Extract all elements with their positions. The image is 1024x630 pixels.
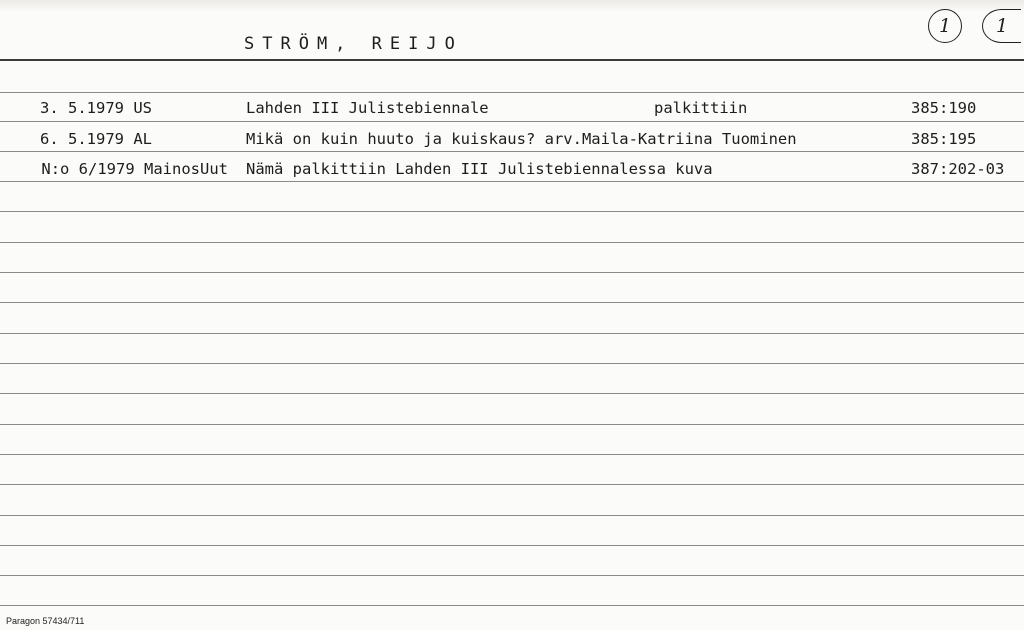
card-top-edge: [0, 0, 1024, 12]
ruled-line: [0, 272, 1024, 273]
ruled-line: [0, 424, 1024, 425]
entry-code: 385:195: [911, 130, 977, 148]
ruled-line: [0, 545, 1024, 546]
handwritten-mark-2: 1: [982, 9, 1021, 43]
ruled-line: [0, 302, 1024, 303]
entry-title: Nämä palkittiin Lahden III Julistebiennalessa kuva: [246, 160, 713, 178]
heading-rule: [0, 59, 1024, 61]
printer-imprint: Paragon 57434/711: [6, 616, 85, 626]
entry-note: palkittiin: [654, 99, 748, 117]
ruled-line: [0, 363, 1024, 364]
ruled-line: [0, 575, 1024, 576]
entry-title: Mikä on kuin huuto ja kuiskaus? arv.Maila-Katriina Tuominen: [246, 130, 797, 148]
entry-title: Lahden III Julistebiennale: [246, 99, 489, 117]
entry-code: 387:202-03: [911, 160, 1005, 178]
ruled-line: [0, 454, 1024, 455]
ruled-line: [0, 333, 1024, 334]
handwritten-mark-1: 1: [928, 9, 962, 43]
ruled-line: [0, 121, 1024, 122]
ruled-line: [0, 92, 1024, 93]
entry-row: [0, 158, 1024, 182]
ruled-line: [0, 484, 1024, 485]
ruled-line: [0, 211, 1024, 212]
ruled-line: [0, 242, 1024, 243]
entry-row: [0, 97, 1024, 121]
ruled-line: [0, 181, 1024, 182]
card-heading: STRÖM, REIJO: [244, 34, 463, 54]
entry-code: 385:190: [911, 99, 977, 117]
entry-date-source: 6. 5.1979 AL: [40, 130, 152, 148]
entry-date-source: 3. 5.1979 US: [40, 99, 152, 117]
entry-date-source: N:o 6/1979 MainosUut: [41, 160, 228, 178]
ruled-line: [0, 515, 1024, 516]
ruled-line: [0, 151, 1024, 152]
entry-row: [0, 128, 1024, 152]
ruled-line: [0, 393, 1024, 394]
ruled-line: [0, 605, 1024, 606]
